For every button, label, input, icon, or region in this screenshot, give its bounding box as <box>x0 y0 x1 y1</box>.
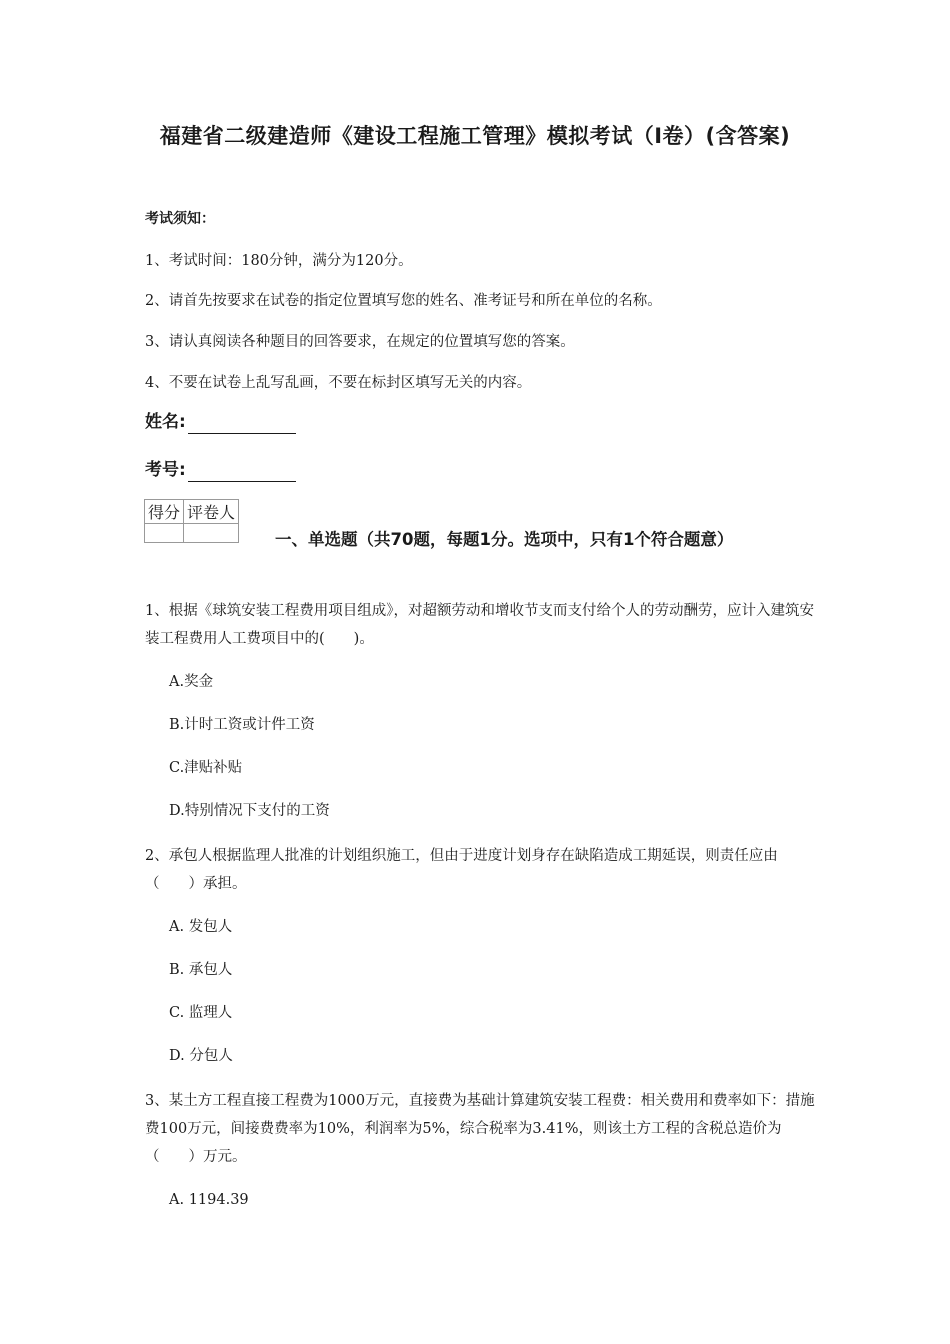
exam-number-field[interactable] <box>145 458 296 482</box>
question-1-option-b[interactable]: B.计时工资或计件工资 <box>169 717 315 733</box>
question-1-option-d[interactable]: D.特别情况下支付的工资 <box>169 803 330 819</box>
notice-item: 2、请首先按要求在试卷的指定位置填写您的姓名、准考证号和所在单位的名称。 <box>145 293 662 309</box>
score-header: 得分 <box>145 500 184 524</box>
exam-number-blank-line[interactable] <box>188 461 296 482</box>
name-field[interactable] <box>145 410 296 434</box>
name-blank-line[interactable] <box>188 413 296 434</box>
exam-number-label: 考号: <box>145 460 186 480</box>
question-2-option-a[interactable]: A. 发包人 <box>169 919 233 935</box>
notice-heading: 考试须知： <box>145 211 215 227</box>
question-1-option-a[interactable]: A.奖金 <box>169 674 214 690</box>
question-2-option-b[interactable]: B. 承包人 <box>169 962 233 978</box>
question-3: 3、某土方工程直接工程费为1000万元，直接费为基础计算建筑安装工程费：相关费用和费率如下：措施费100万元，间接费费率为10%，利润率为5%，综合税率为3.41%，则该土方工程的含税总造价为（ ）万元。 <box>145 1093 815 1165</box>
notice-item: 1、考试时间：180分钟，满分为120分。 <box>145 253 413 269</box>
name-label: 姓名: <box>145 412 186 432</box>
question-1-option-c[interactable]: C.津贴补贴 <box>169 760 243 776</box>
question-3-option-a[interactable]: A. 1194.39 <box>169 1192 249 1208</box>
question-2-option-c[interactable]: C. 监理人 <box>169 1005 233 1021</box>
page-title: 福建省二级建造师《建设工程施工管理》模拟考试（I卷）(含答案) <box>159 124 791 148</box>
notice-item: 4、不要在试卷上乱写乱画，不要在标封区填写无关的内容。 <box>145 375 532 391</box>
question-2: 2、承包人根据监理人批准的计划组织施工，但由于进度计划身存在缺陷造成工期延误，则责任应由（ ）承担。 <box>145 848 778 892</box>
grader-header: 评卷人 <box>184 500 239 524</box>
section-heading: 一、单选题（共70题，每题1分。选项中，只有1个符合题意） <box>275 530 734 549</box>
notice-item: 3、请认真阅读各种题目的回答要求，在规定的位置填写您的答案。 <box>145 334 575 350</box>
question-2-option-d[interactable]: D. 分包人 <box>169 1048 233 1064</box>
question-1: 1、根据《球筑安装工程费用项目组成》，对超额劳动和增收节支而支付给个人的劳动酬劳，应计入建筑安装工程费用人工费项目中的( )。 <box>145 603 814 647</box>
